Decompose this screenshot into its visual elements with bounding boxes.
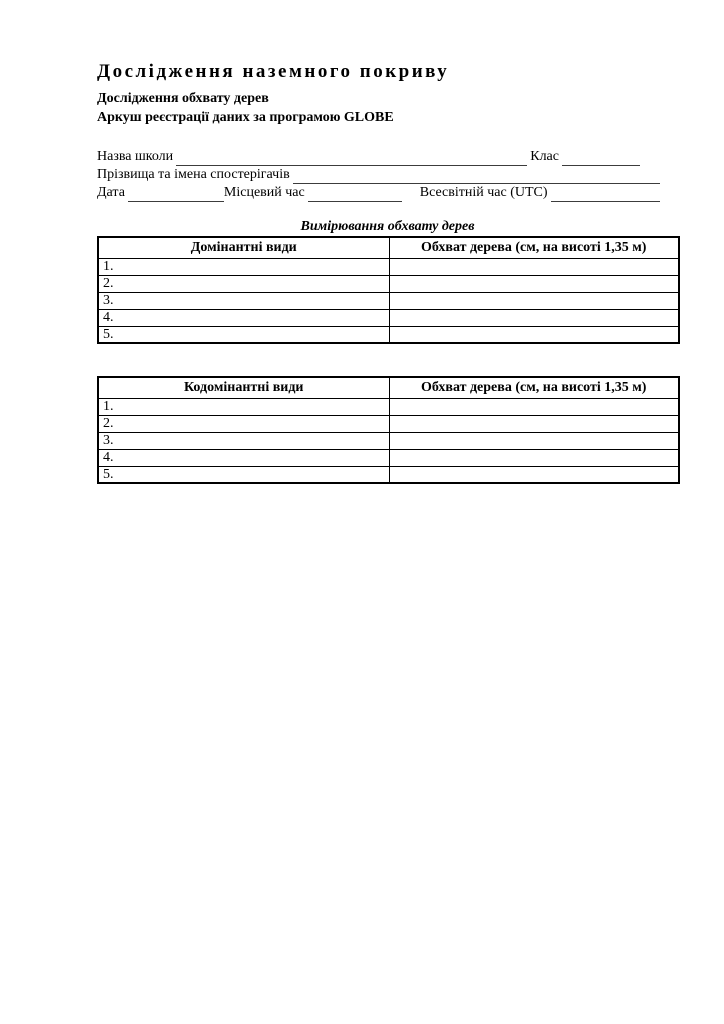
observers-row bbox=[97, 166, 678, 184]
table-row bbox=[98, 415, 679, 432]
local-time-line bbox=[308, 187, 402, 202]
subtitle-study: Дослідження обхвату дерев bbox=[97, 91, 269, 106]
row-number-cell: 5. bbox=[98, 466, 389, 483]
header-form bbox=[97, 148, 678, 202]
utc-time-line bbox=[551, 187, 660, 202]
table-row bbox=[98, 258, 679, 275]
measurement-section-caption: Вимірювання обхвату дерев bbox=[300, 219, 475, 234]
table-row bbox=[98, 326, 679, 343]
circumference-column-header: Обхват дерева (см, на висоті 1,35 м) bbox=[389, 377, 679, 398]
date-label: Дата bbox=[97, 185, 125, 200]
subtitle-data-sheet: Аркуш реєстрації даних за програмою GLOBE bbox=[97, 110, 394, 125]
circumference-cell bbox=[389, 398, 679, 415]
row-number-cell: 1. bbox=[98, 258, 389, 275]
row-number-cell: 3. bbox=[98, 292, 389, 309]
circumference-cell bbox=[389, 275, 679, 292]
circumference-cell bbox=[389, 449, 679, 466]
table-row bbox=[98, 432, 679, 449]
table-row bbox=[98, 398, 679, 415]
circumference-cell bbox=[389, 432, 679, 449]
species-column-header: Кодомінантні види bbox=[98, 377, 389, 398]
row-number-cell: 4. bbox=[98, 449, 389, 466]
codominant-species-table bbox=[97, 376, 680, 484]
utc-time-label: Всесвітній час (UTC) bbox=[419, 185, 548, 200]
observers-label: Прізвища та імена спостерігачів bbox=[97, 167, 290, 182]
observers-line bbox=[293, 169, 660, 184]
circumference-column-header: Обхват дерева (см, на висоті 1,35 м) bbox=[389, 237, 679, 258]
table-header-row bbox=[98, 237, 679, 258]
circumference-cell bbox=[389, 309, 679, 326]
circumference-cell bbox=[389, 258, 679, 275]
school-name-line bbox=[176, 151, 527, 166]
class-line bbox=[562, 151, 640, 166]
row-number-cell: 1. bbox=[98, 398, 389, 415]
class-label: Клас bbox=[530, 149, 559, 164]
table-row bbox=[98, 449, 679, 466]
table-row bbox=[98, 466, 679, 483]
table-row bbox=[98, 275, 679, 292]
circumference-cell bbox=[389, 292, 679, 309]
circumference-cell bbox=[389, 415, 679, 432]
species-column-header: Домінантні види bbox=[98, 237, 389, 258]
row-number-cell: 3. bbox=[98, 432, 389, 449]
date-time-row bbox=[97, 184, 678, 202]
circumference-cell bbox=[389, 326, 679, 343]
circumference-cell bbox=[389, 466, 679, 483]
school-name-label: Назва школи bbox=[97, 149, 174, 164]
date-line bbox=[128, 187, 224, 202]
table-row bbox=[98, 292, 679, 309]
row-number-cell: 4. bbox=[98, 309, 389, 326]
row-number-cell: 2. bbox=[98, 415, 389, 432]
page-title: Дослідження наземного покриву bbox=[97, 61, 450, 82]
page-content bbox=[97, 60, 678, 484]
row-number-cell: 5. bbox=[98, 326, 389, 343]
row-number-cell: 2. bbox=[98, 275, 389, 292]
table-row bbox=[98, 309, 679, 326]
school-class-row bbox=[97, 148, 678, 166]
local-time-label: Місцевий час bbox=[223, 185, 305, 200]
dominant-species-table bbox=[97, 236, 680, 344]
table-header-row bbox=[98, 377, 679, 398]
